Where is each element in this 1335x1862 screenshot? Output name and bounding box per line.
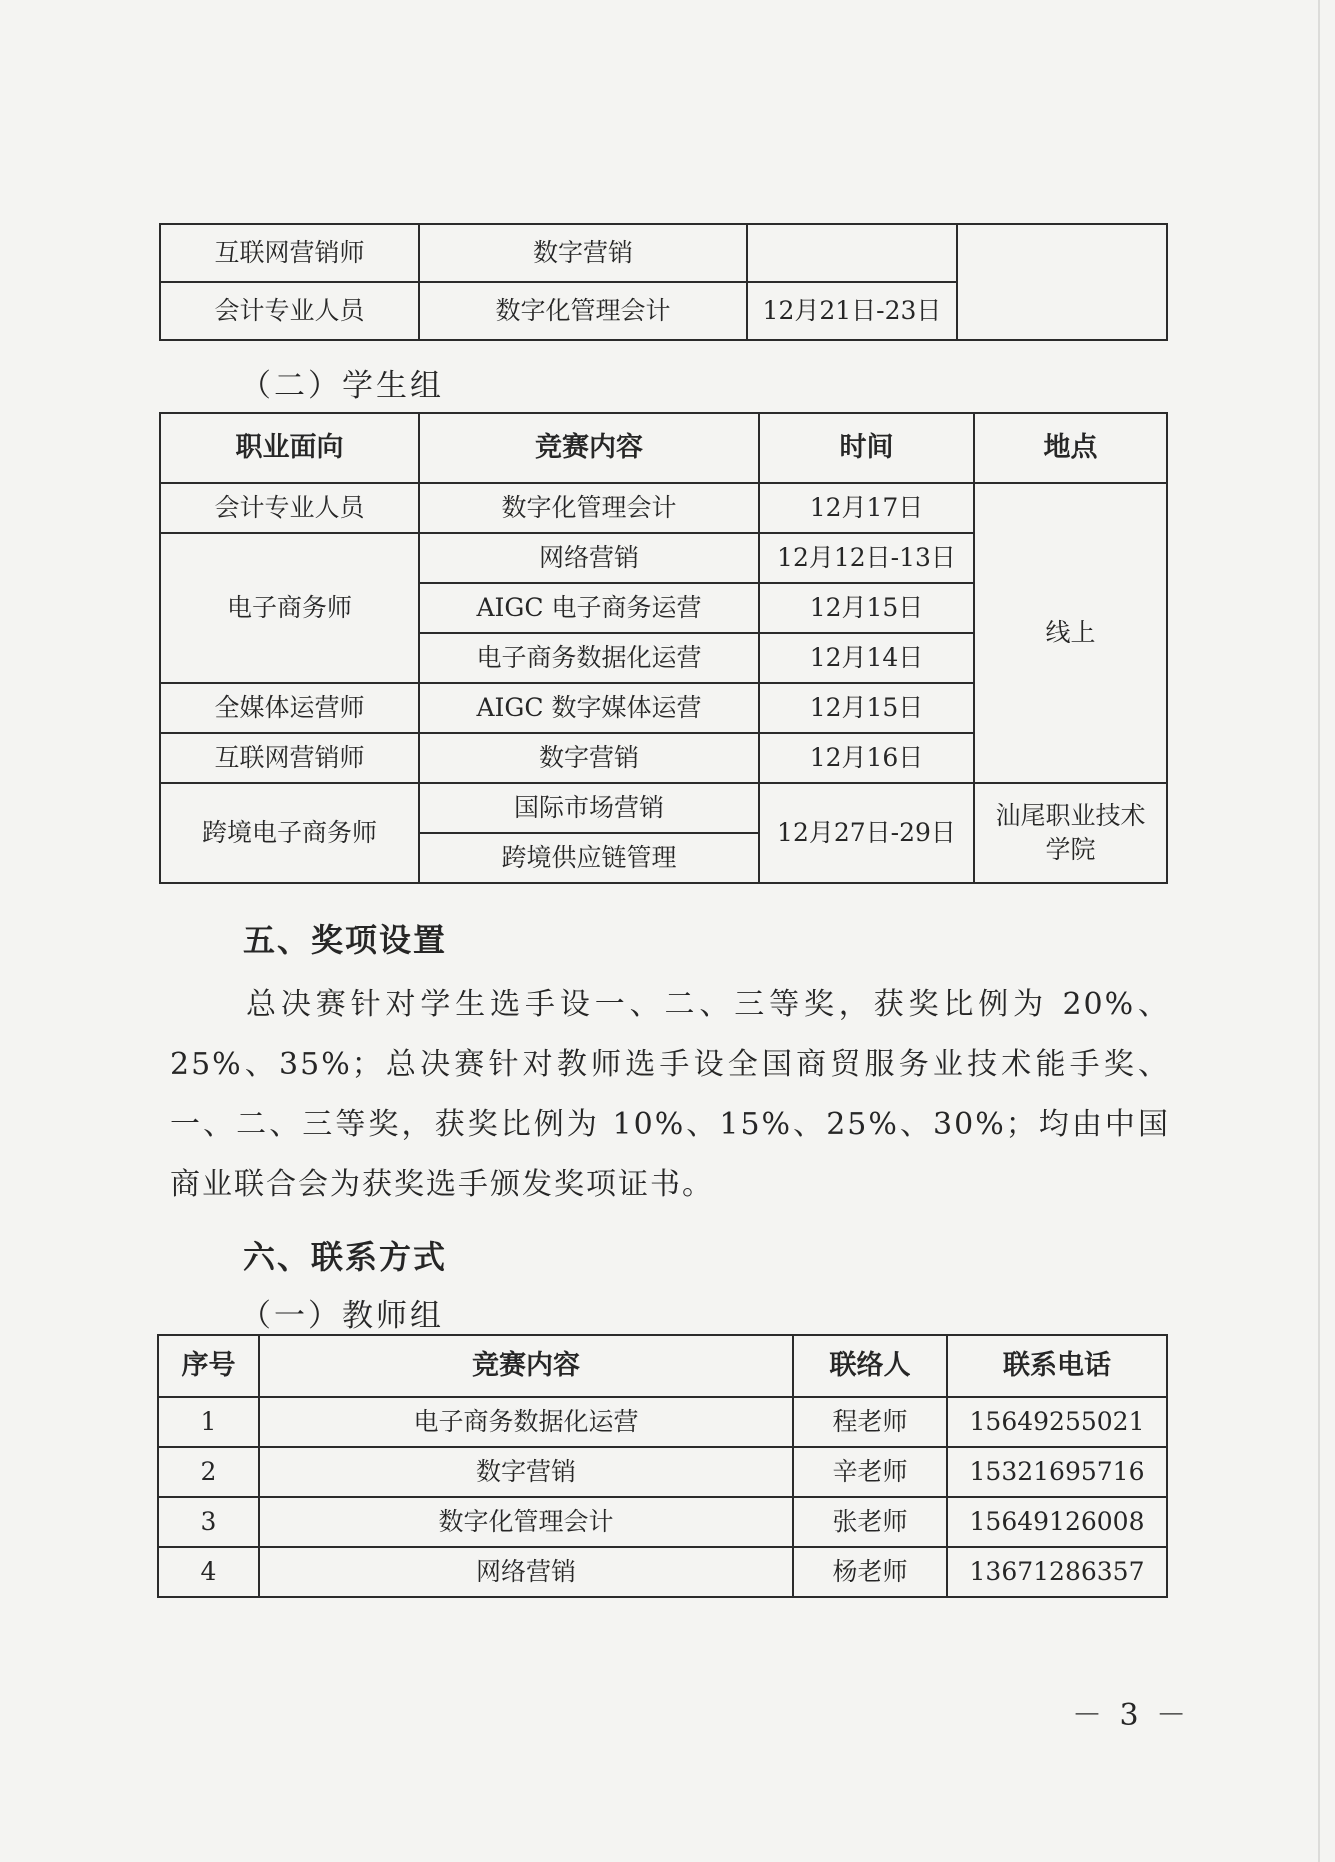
content-cell: 跨境供应链管理	[419, 833, 759, 883]
time-cell: 12月17日	[759, 483, 974, 533]
header-no: 序号	[158, 1335, 259, 1397]
table-row	[160, 224, 1167, 282]
contact-table	[157, 1334, 1168, 1598]
person-cell: 杨老师	[793, 1547, 947, 1597]
time-cell: 12月15日	[759, 683, 974, 733]
table-header-row	[158, 1335, 1167, 1397]
time-cell: 12月15日	[759, 583, 974, 633]
time-cell: 12月12日-13日	[759, 533, 974, 583]
occupation-cell: 互联网营销师	[160, 733, 419, 783]
contact-subheading: （一）教师组	[240, 1298, 444, 1334]
header-phone: 联系电话	[947, 1335, 1167, 1397]
time-cell: 12月14日	[759, 633, 974, 683]
person-cell: 辛老师	[793, 1447, 947, 1497]
time-cell: 12月21日-23日	[747, 282, 957, 340]
no-cell: 4	[158, 1547, 259, 1597]
location-cell	[957, 224, 1167, 340]
awards-paragraph: 总决赛针对学生选手设一、二、三等奖，获奖比例为 20%、25%、35%；总决赛针对教师选手设全国商贸服务业技术能手奖、一、二、三等奖，获奖比例为 10%、15%、25%、30%；均由中国商业联合会为获奖选手颁发奖项证书。	[170, 987, 1170, 1202]
table-header-row	[160, 413, 1167, 483]
phone-cell: 15321695716	[947, 1447, 1167, 1497]
student-group-title: （二）学生组	[240, 368, 444, 404]
header-content: 竞赛内容	[419, 413, 759, 483]
table-row	[158, 1497, 1167, 1547]
time-cell	[747, 224, 957, 282]
header-time: 时间	[759, 413, 974, 483]
occupation-cell: 电子商务师	[160, 533, 419, 683]
content-cell: 数字化管理会计	[259, 1497, 793, 1547]
table-row	[158, 1447, 1167, 1497]
content-cell: 网络营销	[419, 533, 759, 583]
awards-heading: 五、奖项设置	[243, 921, 448, 959]
content-cell: 数字营销	[259, 1447, 793, 1497]
time-cell: 12月16日	[759, 733, 974, 783]
page-number: － 3 －	[1072, 1698, 1191, 1733]
content-cell: 数字化管理会计	[419, 282, 747, 340]
no-cell: 1	[158, 1397, 259, 1447]
page-edge	[1318, 0, 1320, 1862]
table-row	[160, 483, 1167, 533]
location-cell: 汕尾职业技术学院	[974, 783, 1167, 883]
header-location: 地点	[974, 413, 1167, 483]
location-cell: 线上	[974, 483, 1167, 783]
phone-cell: 13671286357	[947, 1547, 1167, 1597]
header-occupation: 职业面向	[160, 413, 419, 483]
phone-cell: 15649255021	[947, 1397, 1167, 1447]
occupation-cell: 跨境电子商务师	[160, 783, 419, 883]
person-cell: 程老师	[793, 1397, 947, 1447]
occupation-cell: 会计专业人员	[160, 282, 419, 340]
phone-cell: 15649126008	[947, 1497, 1167, 1547]
occupation-cell: 互联网营销师	[160, 224, 419, 282]
content-cell: 数字营销	[419, 224, 747, 282]
no-cell: 3	[158, 1497, 259, 1547]
content-cell: 网络营销	[259, 1547, 793, 1597]
teacher-table-continuation	[159, 223, 1168, 341]
contact-heading: 六、联系方式	[243, 1238, 448, 1276]
content-cell: AIGC 数字媒体运营	[419, 683, 759, 733]
content-cell: 数字化管理会计	[419, 483, 759, 533]
occupation-cell: 全媒体运营师	[160, 683, 419, 733]
header-content: 竞赛内容	[259, 1335, 793, 1397]
occupation-cell: 会计专业人员	[160, 483, 419, 533]
table-row	[158, 1547, 1167, 1597]
table-row	[160, 783, 1167, 833]
no-cell: 2	[158, 1447, 259, 1497]
content-cell: 数字营销	[419, 733, 759, 783]
content-cell: 国际市场营销	[419, 783, 759, 833]
table-row	[158, 1397, 1167, 1447]
content-cell: 电子商务数据化运营	[259, 1397, 793, 1447]
content-cell: 电子商务数据化运营	[419, 633, 759, 683]
time-cell: 12月27日-29日	[759, 783, 974, 883]
person-cell: 张老师	[793, 1497, 947, 1547]
content-cell: AIGC 电子商务运营	[419, 583, 759, 633]
header-person: 联络人	[793, 1335, 947, 1397]
student-schedule-table	[159, 412, 1168, 884]
